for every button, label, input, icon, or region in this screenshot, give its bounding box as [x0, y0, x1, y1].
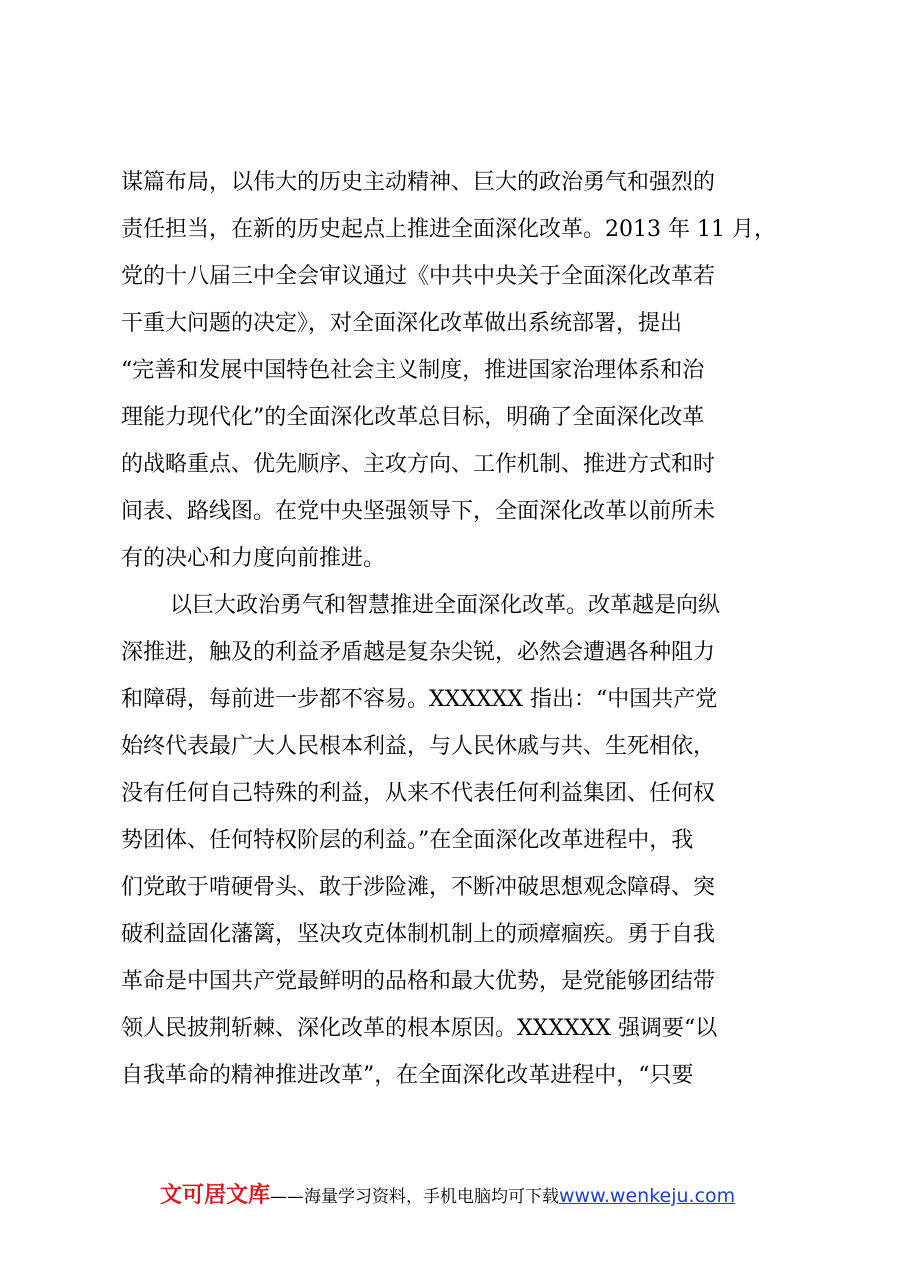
text-line: 始终代表最广大人民根本利益，与人民休戚与共、生死相依，: [121, 734, 716, 759]
text-line: 间表、路线图。在党中央坚强领导下，全面深化改革以前所未: [121, 499, 716, 524]
text-line: 没有任何自己特殊的利益，从来不代表任何利益集团、任何权: [121, 781, 716, 806]
text-line: 有的决心和力度向前推进。: [121, 546, 386, 571]
text-line: 势团体、任何特权阶层的利益。”在全面深化改革进程中，我: [121, 828, 694, 853]
text-line: 们党敢于啃硬骨头、敢于涉险滩，不断冲破思想观念障碍、突: [121, 875, 716, 900]
text-line: 和障碍，每前进一步都不容易。XXXXXX 指出：“中国共产党: [121, 687, 718, 712]
paragraph-start-line: 以巨大政治勇气和智慧推进全面深化改革。改革越是向纵: [170, 593, 721, 618]
text-line: 党的十八届三中全会审议通过《中共中央关于全面深化改革若: [121, 264, 716, 289]
text-line: 破利益固化藩篱，坚决攻克体制机制上的顽瘴痼疾。勇于自我: [121, 922, 716, 947]
footer-brand: 文可居文库: [160, 1183, 271, 1208]
text-line: 革命是中国共产党最鲜明的品格和最大优势，是党能够团结带: [121, 969, 716, 994]
footer-url-link[interactable]: www.wenkeju.com: [559, 1185, 736, 1207]
text-line: 的战略重点、优先顺序、主攻方向、工作机制、推进方式和时: [121, 452, 716, 477]
text-line: 自我革命的精神推进改革”，在全面深化改革进程中，“只要: [121, 1063, 694, 1088]
text-line: 责任担当，在新的历史起点上推进全面深化改革。2013 年 11 月，: [121, 217, 776, 242]
text-line: 谋篇布局，以伟大的历史主动精神、巨大的政治勇气和强烈的: [121, 170, 716, 195]
text-line: 深推进，触及的利益矛盾越是复杂尖锐，必然会遭遇各种阻力: [121, 640, 716, 665]
footer-banner: [160, 1178, 735, 1214]
text-line: 理能力现代化”的全面深化改革总目标，明确了全面深化改革: [121, 405, 705, 430]
text-line: “完善和发展中国特色社会主义制度，推进国家治理体系和治: [121, 358, 705, 383]
text-line: 领人民披荆斩棘、深化改革的根本原因。XXXXXX 强调要“以: [121, 1016, 718, 1041]
text-line: 干重大问题的决定》，对全面深化改革做出系统部署，提出: [121, 311, 683, 336]
footer-tagline: ——海量学习资料，手机电脑均可下载: [270, 1187, 560, 1207]
